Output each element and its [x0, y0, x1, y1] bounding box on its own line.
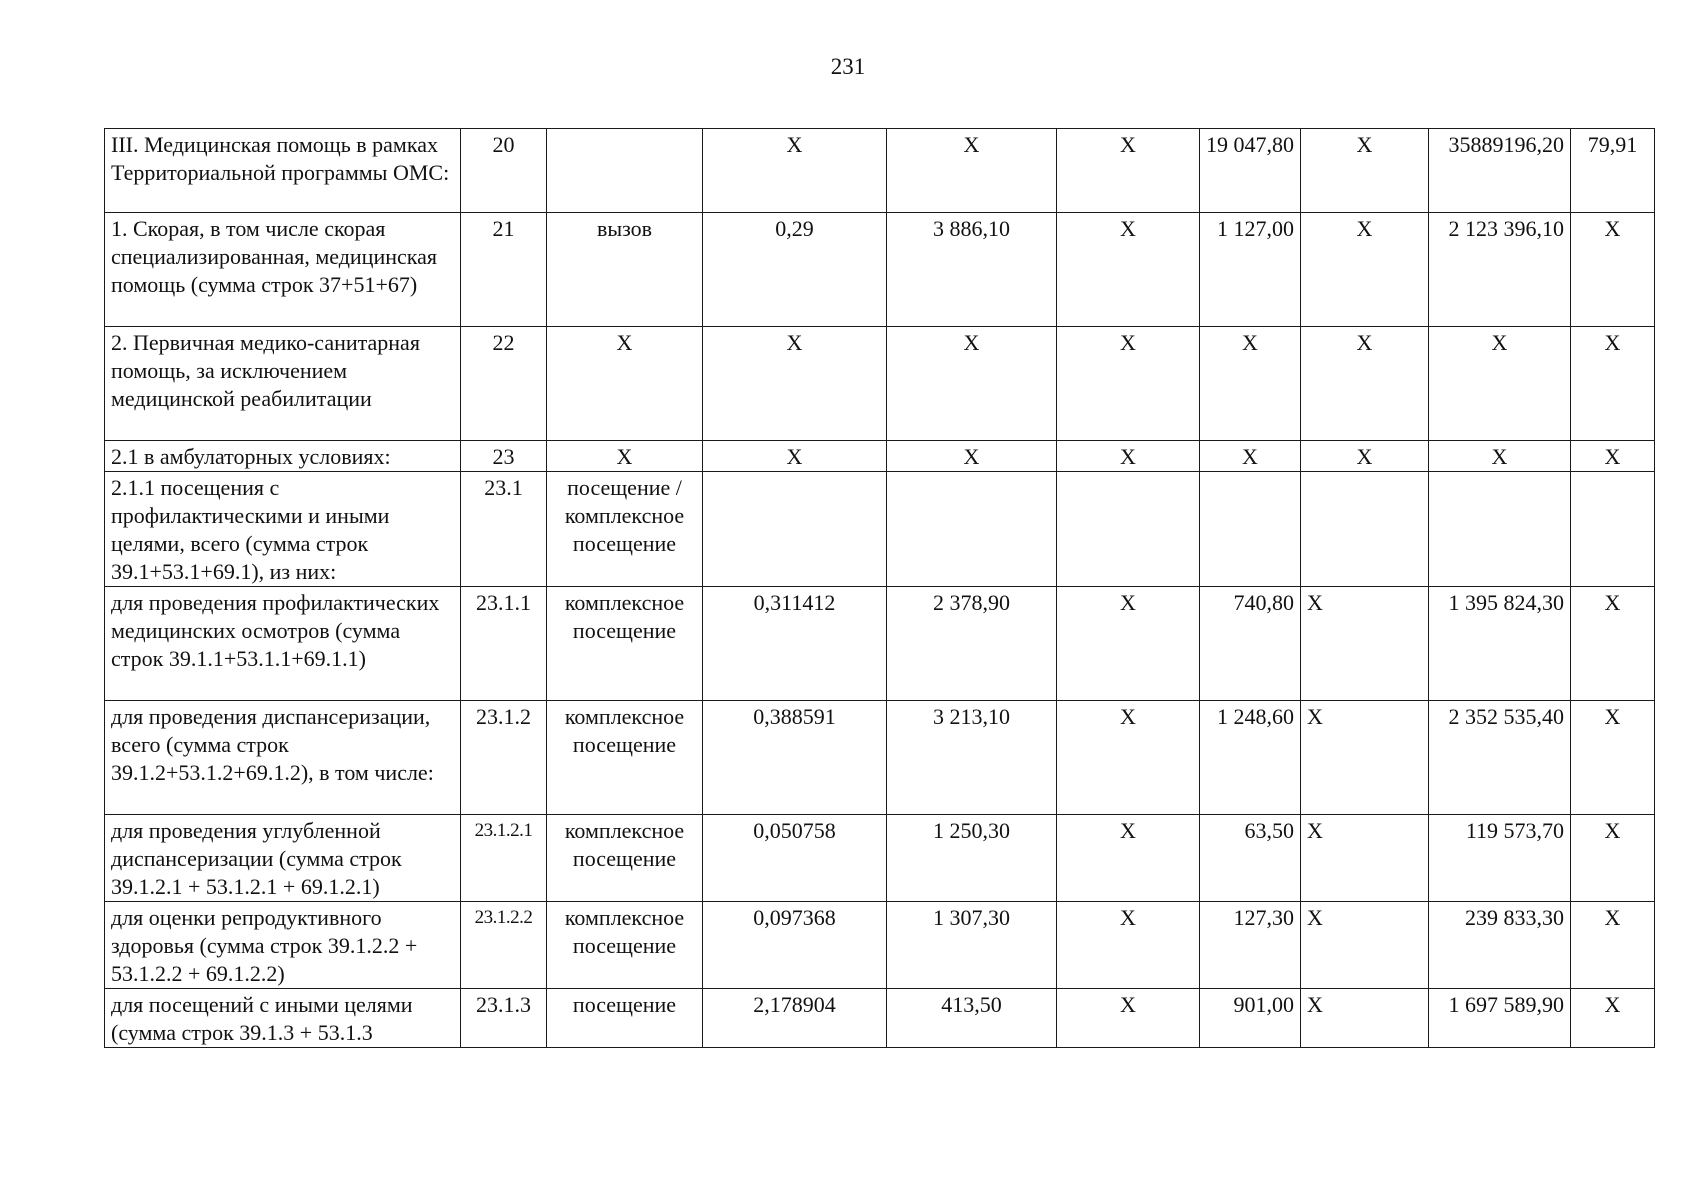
row-number: 23.1.2	[461, 701, 547, 815]
cell-percent: X	[1571, 213, 1655, 327]
data-table	[104, 128, 1655, 1048]
row-name: для проведения диспансеризации, всего (сумма строк 39.1.2+53.1.2+69.1.2), в том числе:	[105, 701, 461, 815]
cell-oms-total: X	[1429, 327, 1571, 441]
table-row	[105, 129, 1655, 213]
cell-oms-total: X	[1429, 441, 1571, 472]
cell-unit-cost: 3 213,10	[887, 701, 1057, 815]
cell-unit-cost: X	[887, 129, 1057, 213]
cell-oms-per-capita: 19 047,80	[1200, 129, 1301, 213]
row-unit: комплексное посещение	[547, 587, 703, 701]
cell-oms-per-capita: 901,00	[1200, 989, 1301, 1048]
row-number: 23.1	[461, 472, 547, 587]
row-number: 23.1.3	[461, 989, 547, 1048]
table-row	[105, 989, 1655, 1048]
cell-oms-total: 239 833,30	[1429, 902, 1571, 989]
cell-percent: X	[1571, 815, 1655, 902]
row-number: 21	[461, 213, 547, 327]
cell-unit-cost	[887, 472, 1057, 587]
cell-percent: X	[1571, 701, 1655, 815]
row-unit: комплексное посещение	[547, 701, 703, 815]
cell-budget-total: X	[1301, 989, 1429, 1048]
row-name: 2. Первичная медико-санитарная помощь, за исключением медицинской реабилитации	[105, 327, 461, 441]
row-unit: вызов	[547, 213, 703, 327]
row-unit: X	[547, 327, 703, 441]
table-row	[105, 815, 1655, 902]
table-row	[105, 441, 1655, 472]
cell-budget-total: X	[1301, 327, 1429, 441]
table-row	[105, 902, 1655, 989]
cell-percent: X	[1571, 587, 1655, 701]
cell-oms-total: 119 573,70	[1429, 815, 1571, 902]
cell-budget-per-capita: X	[1057, 129, 1200, 213]
cell-volume-norm: X	[703, 327, 887, 441]
table-row	[105, 213, 1655, 327]
cell-oms-total	[1429, 472, 1571, 587]
row-name: для проведения профилактических медицинских осмотров (сумма строк 39.1.1+53.1.1+69.1.1)	[105, 587, 461, 701]
row-number: 20	[461, 129, 547, 213]
table-row	[105, 701, 1655, 815]
row-number: 23.1.1	[461, 587, 547, 701]
cell-budget-total: X	[1301, 902, 1429, 989]
cell-budget-total: X	[1301, 587, 1429, 701]
cell-unit-cost: X	[887, 327, 1057, 441]
page-number: 231	[830, 54, 866, 79]
cell-budget-per-capita: X	[1057, 213, 1200, 327]
cell-volume-norm: 0,311412	[703, 587, 887, 701]
cell-unit-cost: 3 886,10	[887, 213, 1057, 327]
cell-budget-total: X	[1301, 815, 1429, 902]
cell-oms-per-capita: 740,80	[1200, 587, 1301, 701]
row-number: 23	[461, 441, 547, 472]
cell-percent: X	[1571, 989, 1655, 1048]
cell-oms-total: 1 395 824,30	[1429, 587, 1571, 701]
table-row	[105, 327, 1655, 441]
cell-volume-norm: X	[703, 129, 887, 213]
row-unit: комплексное посещение	[547, 815, 703, 902]
cell-budget-total: X	[1301, 213, 1429, 327]
cell-oms-per-capita: 1 248,60	[1200, 701, 1301, 815]
cell-oms-total: 2 123 396,10	[1429, 213, 1571, 327]
row-name: 2.1.1 посещения с профилактическими и иными целями, всего (сумма строк 39.1+53.1+69.1), из них:	[105, 472, 461, 587]
cell-volume-norm: 0,097368	[703, 902, 887, 989]
cell-unit-cost: 413,50	[887, 989, 1057, 1048]
row-name: для оценки репродуктивного здоровья (сумма строк 39.1.2.2 + 53.1.2.2 + 69.1.2.2)	[105, 902, 461, 989]
cell-unit-cost: 1 250,30	[887, 815, 1057, 902]
row-name: III. Медицинская помощь в рамках Территориальной программы ОМС:	[105, 129, 461, 213]
cell-oms-per-capita: X	[1200, 441, 1301, 472]
cell-budget-total: X	[1301, 701, 1429, 815]
cell-volume-norm: 0,29	[703, 213, 887, 327]
cell-volume-norm	[703, 472, 887, 587]
cell-unit-cost: 1 307,30	[887, 902, 1057, 989]
cell-volume-norm: X	[703, 441, 887, 472]
row-name: 2.1 в амбулаторных условиях:	[105, 441, 461, 472]
cell-unit-cost: X	[887, 441, 1057, 472]
cell-percent	[1571, 472, 1655, 587]
table-row	[105, 472, 1655, 587]
cell-percent: X	[1571, 327, 1655, 441]
cell-percent: 79,91	[1571, 129, 1655, 213]
cell-budget-per-capita: X	[1057, 327, 1200, 441]
cell-percent: X	[1571, 902, 1655, 989]
cell-budget-total: X	[1301, 441, 1429, 472]
cell-unit-cost: 2 378,90	[887, 587, 1057, 701]
cell-volume-norm: 0,388591	[703, 701, 887, 815]
cell-budget-per-capita: X	[1057, 815, 1200, 902]
row-name: для посещений с иными целями (сумма строк 39.1.3 + 53.1.3	[105, 989, 461, 1048]
row-number: 23.1.2.2	[461, 902, 547, 989]
row-name: для проведения углубленной диспансеризации (сумма строк 39.1.2.1 + 53.1.2.1 + 69.1.2.1)	[105, 815, 461, 902]
row-unit: посещение / комплексное посещение	[547, 472, 703, 587]
cell-budget-total	[1301, 472, 1429, 587]
cell-oms-per-capita	[1200, 472, 1301, 587]
cell-budget-total: X	[1301, 129, 1429, 213]
cell-volume-norm: 0,050758	[703, 815, 887, 902]
cell-budget-per-capita: X	[1057, 587, 1200, 701]
row-number: 23.1.2.1	[461, 815, 547, 902]
cell-oms-per-capita: 63,50	[1200, 815, 1301, 902]
cell-oms-total: 2 352 535,40	[1429, 701, 1571, 815]
cell-budget-per-capita: X	[1057, 701, 1200, 815]
row-unit: комплексное посещение	[547, 902, 703, 989]
row-name: 1. Скорая, в том числе скорая специализированная, медицинская помощь (сумма строк 37+51+67)	[105, 213, 461, 327]
cell-oms-total: 35889196,20	[1429, 129, 1571, 213]
cell-budget-per-capita	[1057, 472, 1200, 587]
cell-oms-per-capita: X	[1200, 327, 1301, 441]
row-unit	[547, 129, 703, 213]
table-row	[105, 587, 1655, 701]
cell-oms-per-capita: 127,30	[1200, 902, 1301, 989]
row-number: 22	[461, 327, 547, 441]
cell-budget-per-capita: X	[1057, 989, 1200, 1048]
cell-budget-per-capita: X	[1057, 902, 1200, 989]
row-unit: посещение	[547, 989, 703, 1048]
cell-oms-per-capita: 1 127,00	[1200, 213, 1301, 327]
cell-budget-per-capita: X	[1057, 441, 1200, 472]
cell-percent: X	[1571, 441, 1655, 472]
cell-volume-norm: 2,178904	[703, 989, 887, 1048]
cell-oms-total: 1 697 589,90	[1429, 989, 1571, 1048]
row-unit: X	[547, 441, 703, 472]
